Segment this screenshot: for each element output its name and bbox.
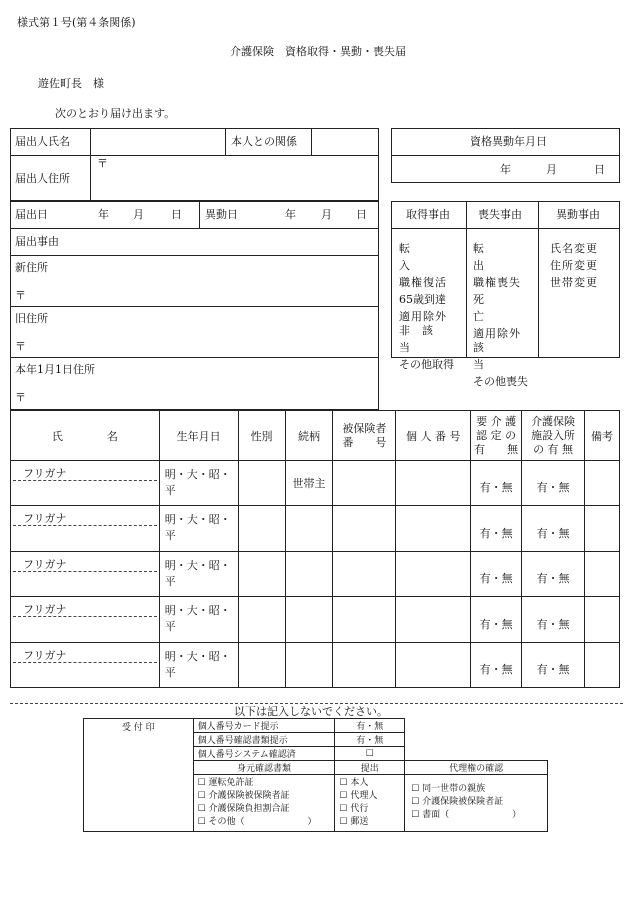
header-remarks: 備考 — [585, 411, 620, 461]
applicant-address-field[interactable] — [92, 157, 377, 199]
member-dob-cell[interactable]: 明・大・昭・平 — [159, 461, 238, 506]
furigana-label: フリガナ — [23, 467, 67, 480]
member-sex-cell[interactable] — [238, 552, 285, 597]
header-relation: 続柄 — [285, 411, 333, 461]
report-date-label: 届出日 — [15, 208, 48, 221]
report-date-day: 日 — [171, 208, 182, 221]
submit-header: 提出 — [335, 761, 405, 775]
proxy-header: 代理権の確認 — [405, 761, 548, 775]
member-remarks-cell[interactable] — [585, 461, 620, 506]
proxy-item[interactable]: ☐ 書面（ ） — [411, 810, 522, 820]
furigana-label: フリガナ — [23, 603, 67, 616]
change-ymd-day: 日 — [594, 163, 605, 176]
header-insured-no-line1: 被保険者 — [342, 421, 387, 435]
reason-field[interactable] — [80, 230, 377, 254]
report-date-year: 年 — [98, 208, 109, 221]
member-care-cert-cell[interactable]: 有・無 — [471, 643, 522, 688]
member-relation-cell[interactable]: 世帯主 — [285, 461, 333, 506]
member-sex-cell[interactable] — [238, 597, 285, 643]
system-check-checkbox[interactable]: ☐ — [335, 747, 405, 761]
member-sex-cell[interactable] — [238, 461, 285, 506]
change-list — [550, 240, 616, 291]
furigana-label: フリガナ — [23, 649, 67, 662]
member-care-cert-cell[interactable]: 有・無 — [471, 552, 522, 597]
reason-acquisition-1[interactable]: 職権復活 — [399, 276, 447, 289]
office-blank — [405, 719, 548, 733]
cut-line — [10, 703, 623, 704]
applicant-name-label: 届出人氏名 — [15, 135, 70, 148]
member-personal-no-cell[interactable] — [396, 506, 471, 552]
members-table — [10, 410, 620, 688]
page-title: 介護保険 資格取得・異動・喪失届 — [230, 45, 406, 58]
members-header-row — [11, 411, 620, 461]
reason-acquisition-5[interactable]: その他取得 — [399, 358, 454, 371]
member-sex-cell[interactable] — [238, 506, 285, 552]
old-address-postal: 〒 — [15, 340, 26, 353]
header-sex: 性別 — [238, 411, 285, 461]
reason-change-1[interactable]: 住所変更 — [550, 259, 598, 272]
submit-item[interactable]: ☐ 郵送 — [339, 817, 369, 827]
header-personal-no: 個 人 番 号 — [396, 411, 471, 461]
member-name-cell[interactable] — [11, 643, 160, 688]
proxy-item[interactable]: ☐ 介護保険被保険者証 — [411, 797, 504, 807]
member-remarks-cell[interactable] — [585, 552, 620, 597]
old-address-field[interactable] — [30, 327, 377, 355]
member-facility-cell[interactable]: 有・無 — [522, 506, 585, 552]
office-row-label: 個人番号確認書類提示 — [193, 733, 335, 747]
office-row-label: 個人番号カード提示 — [193, 719, 335, 733]
office-row-value[interactable]: 有・無 — [335, 719, 405, 733]
jan1-address-label: 本年1月1日住所 — [15, 363, 95, 376]
reason-acquisition-4[interactable]: 非該当 — [399, 324, 445, 354]
member-insured-no-cell[interactable] — [333, 461, 396, 506]
member-care-cert-cell[interactable]: 有・無 — [471, 597, 522, 643]
member-remarks-cell[interactable] — [585, 506, 620, 552]
reason-change-2[interactable]: 世帯変更 — [550, 276, 598, 289]
member-personal-no-cell[interactable] — [396, 643, 471, 688]
member-name-cell[interactable] — [11, 552, 160, 597]
member-insured-no-cell[interactable] — [333, 643, 396, 688]
loss-header: 喪失事由 — [478, 208, 522, 221]
reason-loss-2[interactable]: 死亡 — [473, 293, 524, 323]
office-blank — [405, 733, 548, 747]
relation-field[interactable] — [313, 130, 377, 154]
proxy-list — [405, 775, 548, 832]
header-facility-line1: 介護保険 — [531, 414, 576, 428]
member-relation-cell[interactable] — [285, 597, 333, 643]
member-dob-cell[interactable]: 明・大・昭・平 — [159, 506, 238, 552]
header-facility — [522, 411, 585, 461]
identity-item[interactable]: ☐ 介護保険負担割合証 — [197, 804, 290, 814]
member-sex-cell[interactable] — [238, 643, 285, 688]
furigana-label: フリガナ — [23, 512, 67, 525]
member-care-cert-cell[interactable]: 有・無 — [471, 461, 522, 506]
member-insured-no-cell[interactable] — [333, 552, 396, 597]
identity-list — [193, 775, 335, 832]
member-relation-cell[interactable] — [285, 506, 333, 552]
member-facility-cell[interactable]: 有・無 — [522, 552, 585, 597]
member-insured-no-cell[interactable] — [333, 597, 396, 643]
reason-change-0[interactable]: 氏名変更 — [550, 242, 598, 255]
header-facility-line2: 施設入所 — [531, 428, 576, 442]
identity-item[interactable]: ☐ 運転免許証 — [197, 778, 254, 788]
header-care-cert-line1: 要 介 護 — [476, 414, 517, 428]
submit-item[interactable]: ☐ 代行 — [339, 804, 369, 814]
member-remarks-cell[interactable] — [585, 643, 620, 688]
member-facility-cell[interactable]: 有・無 — [522, 643, 585, 688]
member-facility-cell[interactable]: 有・無 — [522, 597, 585, 643]
identity-item[interactable]: ☐ 介護保険被保険者証 — [197, 791, 290, 801]
office-row-label: 個人番号システム確認済 — [193, 747, 335, 761]
member-name-cell[interactable] — [11, 506, 160, 552]
member-row — [11, 461, 620, 506]
member-personal-no-cell[interactable] — [396, 597, 471, 643]
office-row-value[interactable]: 有・無 — [335, 733, 405, 747]
acquisition-list — [399, 240, 459, 373]
member-row — [11, 552, 620, 597]
header-name: 氏 名 — [11, 411, 160, 461]
identity-header: 身元確認書類 — [193, 761, 335, 775]
office-table — [83, 718, 548, 832]
member-row — [11, 506, 620, 552]
reason-loss-4[interactable]: 該当 — [473, 341, 524, 371]
applicant-name-field[interactable] — [92, 130, 223, 154]
member-remarks-cell[interactable] — [585, 597, 620, 643]
member-dob-cell[interactable]: 明・大・昭・平 — [159, 643, 238, 688]
submit-list — [335, 775, 405, 832]
acquisition-header: 取得事由 — [406, 208, 450, 221]
new-address-postal: 〒 — [15, 289, 26, 302]
header-care-cert-line2: 認 定 の — [476, 428, 517, 442]
member-dob-cell[interactable]: 明・大・昭・平 — [159, 597, 238, 643]
reason-loss-3[interactable]: 適用除外 — [473, 327, 521, 340]
office-blank — [405, 747, 548, 761]
header-facility-line3: の 有 無 — [533, 442, 574, 456]
submit-item[interactable]: ☐ 代理人 — [339, 791, 378, 801]
identity-item[interactable]: ☐ その他（ ） — [197, 817, 317, 827]
change-date-field[interactable] — [245, 203, 377, 227]
furigana-label: フリガナ — [23, 558, 67, 571]
member-care-cert-cell[interactable]: 有・無 — [471, 506, 522, 552]
member-insured-no-cell[interactable] — [333, 506, 396, 552]
member-row — [11, 597, 620, 643]
member-relation-cell[interactable] — [285, 552, 333, 597]
reason-loss-1[interactable]: 職権喪失 — [473, 276, 521, 289]
header-dob: 生年月日 — [159, 411, 238, 461]
member-name-cell[interactable] — [11, 461, 160, 506]
reason-loss-5[interactable]: その他喪失 — [473, 375, 528, 388]
member-dob-cell[interactable]: 明・大・昭・平 — [159, 552, 238, 597]
header-insured-no-line2: 番 号 — [342, 435, 387, 449]
reason-acquisition-2[interactable]: 65歳到達 — [399, 293, 446, 306]
reason-acquisition-3[interactable]: 適用除外 — [399, 310, 447, 323]
new-address-field[interactable] — [30, 276, 377, 304]
jan1-address-field[interactable] — [30, 378, 377, 406]
reception-stamp-cell: 受 付 印 — [84, 719, 194, 832]
change-date-year: 年 — [285, 208, 296, 221]
form-number: 様式第１号(第４条関係) — [17, 16, 136, 29]
office-notice: 以下は記入しないでください。 — [234, 705, 388, 718]
change-ymd-month: 月 — [546, 163, 557, 176]
member-name-cell[interactable] — [11, 597, 160, 643]
reason-loss-0[interactable]: 転出 — [473, 242, 524, 272]
header-insured-no — [333, 411, 396, 461]
report-date-month: 月 — [133, 208, 144, 221]
change-header: 異動事由 — [556, 208, 600, 221]
member-row — [11, 643, 620, 688]
loss-list — [473, 240, 535, 390]
change-ymd-field[interactable] — [393, 157, 618, 181]
relation-label: 本人との関係 — [231, 135, 297, 148]
change-date-label: 異動日 — [205, 208, 238, 221]
member-facility-cell[interactable]: 有・無 — [522, 461, 585, 506]
member-personal-no-cell[interactable] — [396, 461, 471, 506]
change-date-month: 月 — [321, 208, 332, 221]
header-care-cert-line3: 有 無 — [474, 442, 519, 456]
intro-text: 次のとおり届け出ます。 — [55, 107, 176, 120]
addressee: 遊佐町長 様 — [38, 77, 104, 90]
postal-mark: 〒 — [97, 157, 108, 170]
report-date-field[interactable] — [60, 203, 196, 227]
change-ymd-year: 年 — [500, 163, 511, 176]
header-care-cert — [471, 411, 522, 461]
submit-item[interactable]: ☐ 本人 — [339, 778, 369, 788]
change-date-day: 日 — [356, 208, 367, 221]
member-relation-cell[interactable] — [285, 643, 333, 688]
reason-acquisition-0[interactable]: 転入 — [399, 242, 448, 272]
office-row — [84, 719, 548, 733]
reason-label: 届出事由 — [15, 235, 59, 248]
old-address-label: 旧住所 — [15, 312, 48, 325]
change-ymd-label: 資格異動年月日 — [470, 135, 547, 148]
applicant-address-label: 届出人住所 — [15, 172, 70, 185]
new-address-label: 新住所 — [15, 261, 48, 274]
member-personal-no-cell[interactable] — [396, 552, 471, 597]
jan1-address-postal: 〒 — [15, 391, 26, 404]
proxy-item[interactable]: ☐ 同一世帯の親族 — [411, 784, 486, 794]
